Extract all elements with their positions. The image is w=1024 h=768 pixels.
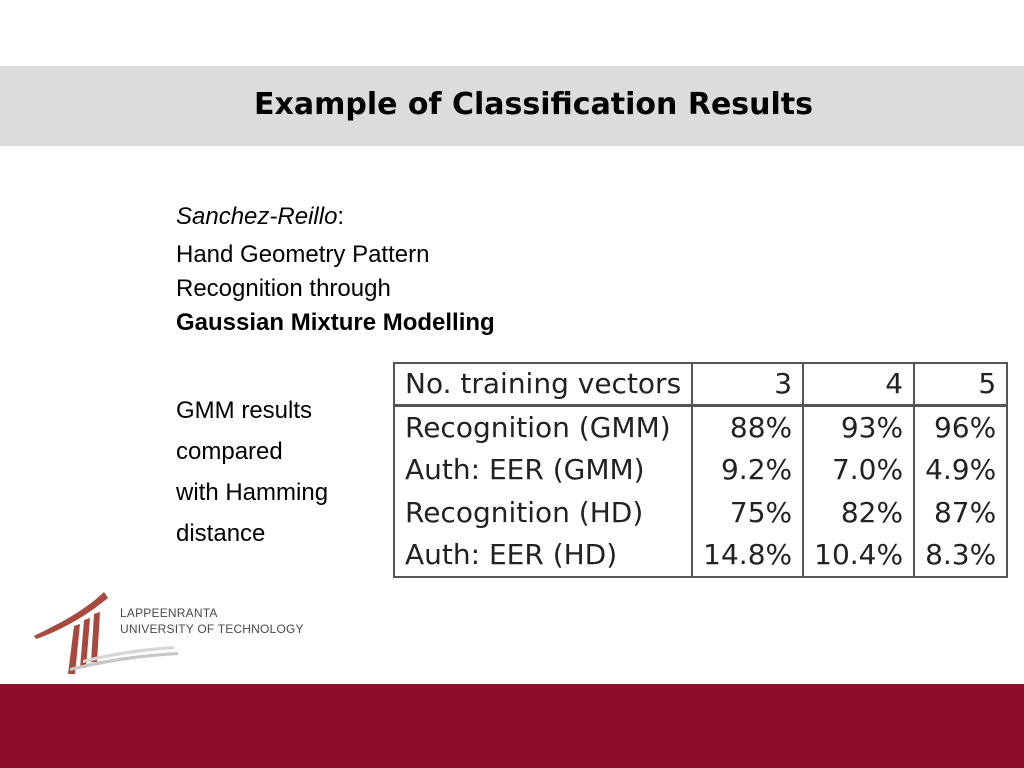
description-line-3: with Hamming	[176, 479, 329, 506]
table-cell: 4.9%	[914, 449, 1007, 491]
header-cell: 5	[914, 363, 1007, 406]
table-cell: 93%	[803, 406, 914, 450]
author-line	[176, 200, 596, 238]
description-line-4: distance	[176, 520, 266, 547]
footer-band	[0, 684, 1024, 768]
university-name	[120, 605, 304, 637]
paper-title-line-2: Recognition through	[176, 275, 391, 302]
paper-reference	[176, 200, 596, 340]
table-cell: 96%	[914, 406, 1007, 450]
table-row	[394, 491, 1007, 533]
results-description	[176, 390, 328, 554]
table-row	[394, 534, 1007, 577]
author-suffix: :	[337, 203, 345, 230]
table-row	[394, 449, 1007, 491]
table-cell: 8.3%	[914, 534, 1007, 577]
description-line-2: compared	[176, 438, 283, 465]
university-name-line-1: LAPPEENRANTA	[120, 606, 218, 620]
paper-title-bold-line: Gaussian Mixture Modelling	[176, 309, 495, 336]
table-cell: 82%	[803, 491, 914, 533]
header-cell: 3	[692, 363, 803, 406]
row-label: Auth: EER (HD)	[394, 534, 692, 577]
table-row	[394, 406, 1007, 450]
row-label: Recognition (GMM)	[394, 406, 692, 450]
university-name-line-2: UNIVERSITY OF TECHNOLOGY	[120, 622, 304, 636]
table-cell: 7.0%	[803, 449, 914, 491]
header-cell: No. training vectors	[394, 363, 692, 406]
table-cell: 9.2%	[692, 449, 803, 491]
paper-title-line-1: Hand Geometry Pattern	[176, 241, 430, 268]
author-name: Sanchez-Reillo	[176, 203, 338, 230]
header-cell: 4	[803, 363, 914, 406]
table-cell: 10.4%	[803, 534, 914, 577]
table-header-row	[394, 363, 1007, 406]
table-cell: 75%	[692, 491, 803, 533]
table-cell: 87%	[914, 491, 1007, 533]
table-cell: 14.8%	[692, 534, 803, 577]
results-table	[393, 362, 1008, 578]
row-label: Auth: EER (GMM)	[394, 449, 692, 491]
description-line-1: GMM results	[176, 397, 313, 424]
row-label: Recognition (HD)	[394, 491, 692, 533]
table-cell: 88%	[692, 406, 803, 450]
slide-title: Example of Classification Results	[254, 87, 813, 122]
